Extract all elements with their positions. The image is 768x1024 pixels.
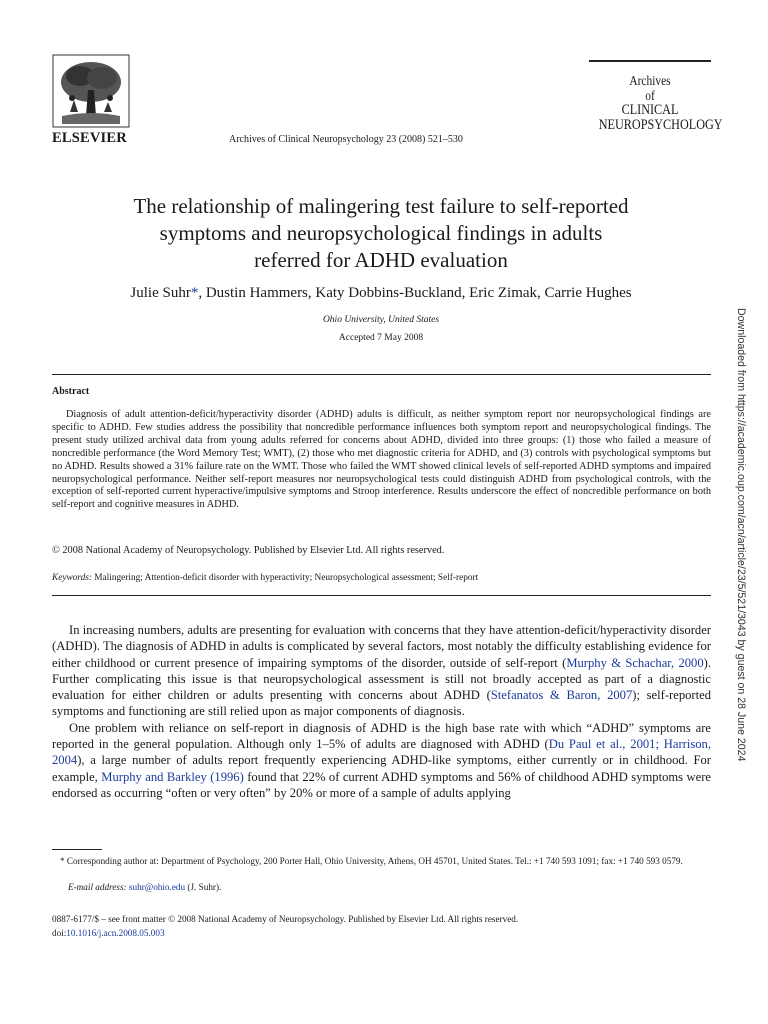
paragraph-2-text-b: ), a large number of adults report frequently experiencing ADHD-like symptoms, either currently or in childhood. For example, [52, 753, 711, 784]
publisher-wordmark: ELSEVIER [52, 130, 127, 146]
paragraph-1-text-b: ). Further complicating this issue is that neuropsychological assessment is still not broadly accepted as part of a diagnostic evaluation for either children or adults presenting with concerns about ADHD ( [52, 655, 711, 703]
email-line [68, 882, 221, 892]
journal-reference: Archives of Clinical Neuropsychology 23 (2008) 521–530 [229, 134, 463, 145]
footnote-text: Corresponding author at: Department of Psychology, 200 Porter Hall, Ohio University, Athens, OH 45701, United States. Tel.: +1 740 593 1091; fax: +1 740 593 0579. [66, 856, 683, 866]
elsevier-logo [52, 54, 130, 128]
citation-link-murphy-barkley[interactable]: Murphy and Barkley (1996) [101, 769, 244, 784]
abstract-text: Diagnosis of adult attention-deficit/hyperactivity disorder (ADHD) adults is difficult, as neither symptom report nor neuropsychological findings are specific to ADHD. Few studies address the possibility that noncredible performance influences both symptom report and neuropsychological findings. The present study utilized archival data from young adults referred for concerns about ADHD, divided into three groups: (1) those who failed a measure of noncredible performance (the Word Memory Test; WMT), (2) those who met diagnostic criteria for ADHD, and (3) controls with psychological symptoms but no ADHD. Results showed a 31% failure rate on the WMT. Those who failed the WMT showed clinical levels of self-reported ADHD symptoms and impaired neuropsychological performance. Neither self-report measures nor neuropsychological tests could distinguish ADHD from psychological controls, with the exception of self-reported current hyperactive/impulsive symptoms and Stroop interference. Results underscore the effect of noncredible performance on both self-report and cognitive measures in ADHD. [52, 409, 711, 511]
doi-line [52, 928, 165, 938]
keywords-label: Keywords: [52, 573, 92, 583]
co-authors: , Dustin Hammers, Katy Dobbins-Buckland, Eric Zimak, Carrie Hughes [198, 285, 632, 301]
citation-link-dupaul-harrison[interactable]: Du Paul et al., 2001; Harrison, 2004 [52, 737, 712, 768]
issn-line: 0887-6177/$ – see front matter © 2008 National Academy of Neuropsychology. Published by Elsevier Ltd. All rights reserved. [52, 914, 519, 924]
article-body [52, 622, 711, 801]
corresponding-author-footnote [52, 856, 711, 867]
abstract-top-rule [52, 374, 711, 375]
article-title [58, 193, 704, 274]
affiliation: Ohio University, United States [322, 315, 440, 325]
abstract-copyright: © 2008 National Academy of Neuropsychology. Published by Elsevier Ltd. All rights reserved. [52, 545, 445, 556]
brand-rule [589, 60, 711, 62]
brand-line-4: NEUROPSYCHOLOGY [598, 117, 723, 133]
citation-link-stefanatos-baron[interactable]: Stefanatos & Baron, 2007 [490, 688, 633, 703]
doi-link[interactable]: 10.1016/j.acn.2008.05.003 [66, 928, 165, 938]
elsevier-tree-icon [52, 54, 130, 128]
journal-brand [589, 60, 723, 133]
brand-line-3: CLINICAL [621, 102, 679, 118]
abstract-heading: Abstract [52, 386, 90, 397]
keywords-list: Malingering; Attention-deficit disorder with hyperactivity; Neuropsychological assessment; Self-report [94, 573, 479, 583]
title-line-2: symptoms and neuropsychological findings in adults [159, 221, 603, 245]
download-margin-text: Downloaded from https://academic.oup.com/acn/article/23/5/521/3043 by guest on 28 June 2024 [735, 308, 747, 762]
paragraph-1-text-c: ); self-reported symptoms and functioning are still relied upon as major components of diagnosis. [52, 688, 711, 719]
footnote-rule [52, 849, 102, 850]
download-margin-note [731, 308, 749, 788]
abstract-bottom-rule [52, 595, 711, 596]
paragraph-2 [52, 720, 711, 801]
first-author: Julie Suhr [130, 285, 191, 301]
title-line-1: The relationship of malingering test failure to self-reported [133, 194, 629, 218]
brand-line-1: Archives [629, 73, 671, 88]
brand-line-2: of [645, 88, 655, 103]
citation-link-murphy-schachar[interactable]: Murphy & Schachar, 2000 [566, 655, 704, 670]
title-line-3: referred for ADHD evaluation [254, 248, 508, 272]
email-suffix: (J. Suhr). [185, 882, 222, 892]
accepted-date: Accepted 7 May 2008 [338, 333, 424, 343]
author-list [58, 285, 704, 302]
doi-prefix: doi: [52, 928, 67, 938]
footnote-mark: * [60, 856, 65, 866]
paragraph-1-text-a: In increasing numbers, adults are presenting for evaluation with concerns that they have attention-deficit/hyperactivity disorder (ADHD). The diagnosis of ADHD in adults is complicated by several factors, most notably the difficulty establishing evidence for either childhood or current presence of impairing symptoms of the disorder, outside of self-report ( [52, 623, 711, 670]
corresponding-author-link[interactable]: * [190, 285, 199, 301]
email-label: E-mail address: [68, 882, 127, 892]
email-link[interactable]: suhr@ohio.edu [128, 882, 186, 892]
paragraph-2-text-a: One problem with reliance on self-report in diagnosis of ADHD is the high base rate with which “ADHD” symptoms are reported in the general population. Although only 1–5% of adults are diagnosed with ADHD ( [52, 720, 711, 752]
paragraph-1 [52, 622, 711, 720]
paragraph-2-text-c: found that 22% of current ADHD symptoms and 56% of childhood ADHD symptoms were endorsed as occurring “often or very often” by 20% or more of a sample of adults applying [52, 769, 711, 800]
keywords [52, 573, 478, 583]
